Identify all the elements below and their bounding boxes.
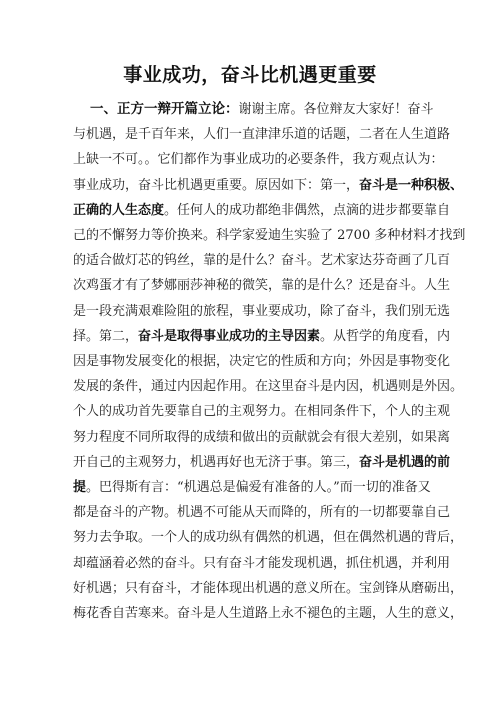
body-line: [73, 475, 433, 500]
body-text-span: 次鸡蛋才有了梦娜丽莎神秘的微笑，靠的是什么？还是奋斗。人生: [73, 278, 451, 294]
body-text-span: 。从哲学的角度看，内: [320, 328, 451, 344]
body-text-span: 。巴得斯有言：“机遇总是偏爱有准备的人。”而一切的准备又: [86, 480, 431, 496]
body-line: [73, 525, 464, 550]
body-text-span: 努力程度不同所取得的成绩和做出的贡献就会有很大差别，如果离: [73, 429, 451, 445]
body-text-span: 开自己的主观努力，机遇再好也无济于事。第三，: [73, 454, 360, 470]
body-line: [73, 147, 444, 172]
body-text-span: 择。第二，: [73, 328, 139, 344]
body-text-span: 好机遇；只有奋斗，才能体现出机遇的意义所在。宝剑锋从磨砺出，: [73, 580, 464, 596]
body-line: [73, 248, 451, 273]
body-line: [90, 97, 433, 122]
body-text-span: 上缺一不可。。它们都作为事业成功的必要条件，我方观点认为：: [73, 152, 444, 168]
body-text-span: 是一段充满艰难险阻的旅程，事业要成功，除了奋斗，我们别无选: [73, 303, 451, 319]
body-text-span: 事业成功，奋斗比机遇更重要。原因如下：第一，: [73, 177, 360, 193]
document-body: [73, 97, 466, 626]
body-text-span: 发展的条件，通过内因起作用。在这里奋斗是内因，机遇则是外因。: [73, 379, 464, 395]
body-line: [73, 324, 451, 349]
body-line: [73, 122, 451, 147]
section-heading: 一、正方一辩开篇立论：: [90, 101, 239, 117]
body-line: [73, 399, 451, 424]
body-text-span: 却蕴涵着必然的奋斗。只有奋斗才能发现机遇，抓住机遇，并利用: [73, 555, 451, 571]
document-title: 事业成功，奋斗比机遇更重要: [123, 64, 377, 86]
emphasized-text: 提: [73, 480, 87, 496]
body-line: [73, 576, 464, 601]
body-line: [73, 601, 464, 626]
body-line: [73, 349, 451, 374]
body-line: [73, 173, 464, 198]
body-line: [73, 425, 451, 450]
emphasized-text: 奋斗是取得事业成功的主导因素: [138, 328, 321, 344]
body-text-span: 与机遇，是千百年来，人们一直津津乐道的话题，二者在人生道路: [73, 127, 451, 143]
body-line: [73, 299, 451, 324]
body-line: [73, 223, 466, 248]
body-line: [73, 374, 464, 399]
body-text-span: 己的不懈努力等价换来。科学家爱迪生实验了 2700 多种材料才找到: [73, 228, 466, 244]
body-line: [73, 500, 451, 525]
body-line: [73, 273, 451, 298]
body-text-span: 因是事物发展变化的根据，决定它的性质和方向；外因是事物变化: [73, 354, 451, 370]
body-line: [73, 551, 451, 576]
body-line: [73, 198, 451, 223]
body-text-span: 。任何人的成功都绝非偶然，点滴的进步都要靠自: [164, 202, 451, 218]
body-text-span: 的适合做灯芯的钨丝，靠的是什么？奋斗。艺术家达芬奇画了几百: [73, 253, 451, 269]
body-text-span: 都是奋斗的产物。机遇不可能从天而降的，所有的一切都要靠自己: [73, 505, 451, 521]
emphasized-text: 奋斗是一种积极、: [359, 177, 464, 193]
body-text-span: 努力去争取。一个人的成功纵有偶然的机遇，但在偶然机遇的背后，: [73, 530, 464, 546]
body-line: [73, 450, 451, 475]
body-text-span: 梅花香自苦寒来。奋斗是人生道路上永不褪色的主题，人生的意义，: [73, 606, 464, 622]
body-text-span: 谢谢主席。各位辩友大家好！奋斗: [238, 102, 434, 117]
body-text-span: 个人的成功首先要靠自己的主观努力。在相同条件下，个人的主观: [73, 404, 451, 420]
emphasized-text: 奋斗是机遇的前: [359, 454, 451, 470]
emphasized-text: 正确的人生态度: [73, 202, 165, 218]
